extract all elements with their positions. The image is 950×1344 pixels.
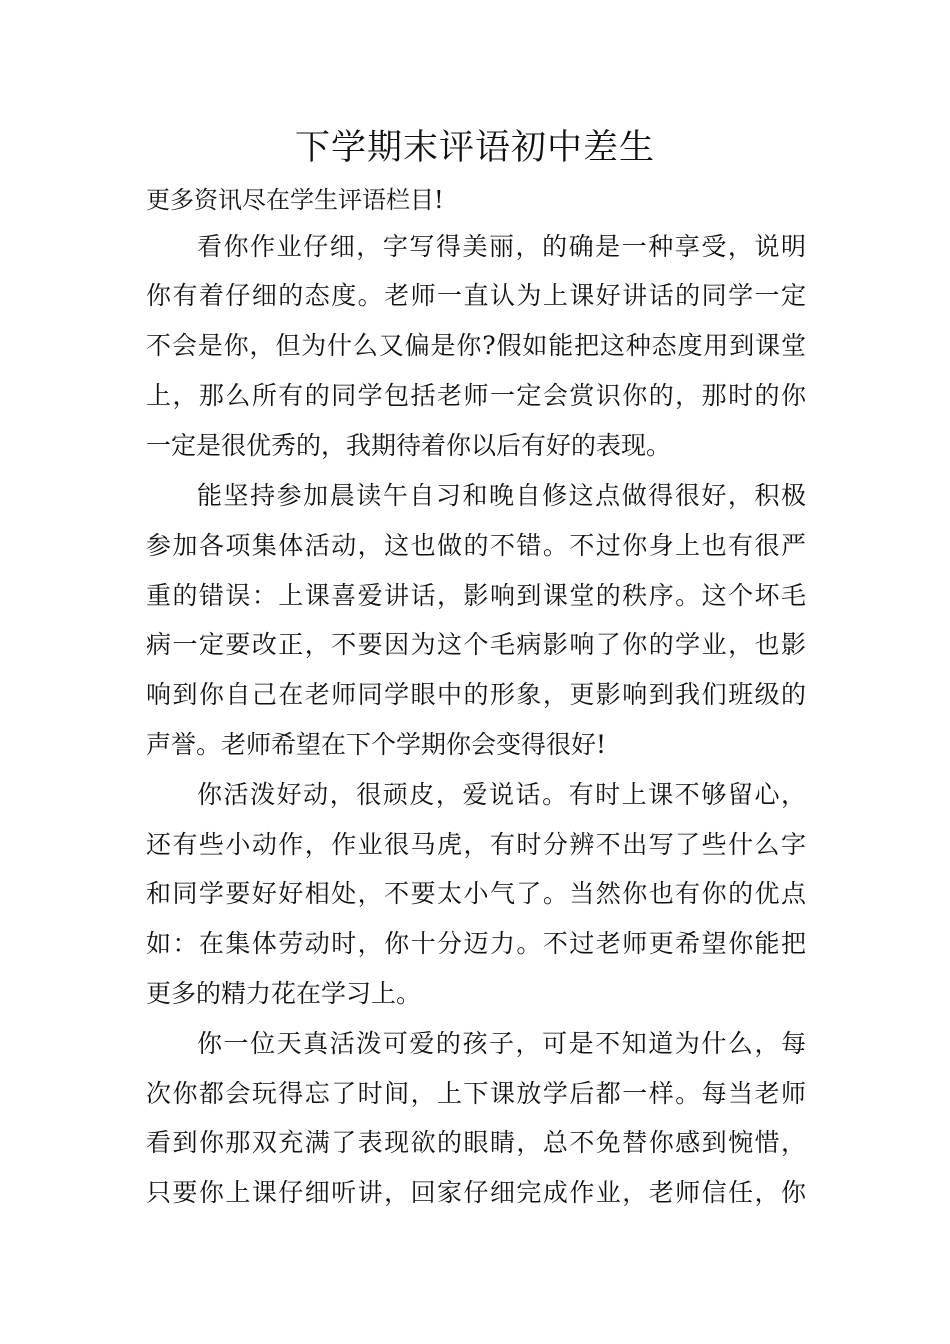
paragraph-line: 响到你自己在老师同学眼中的形象，更影响到我们班级的 (146, 680, 806, 709)
paragraph-line: 重的错误：上课喜爱讲话，影响到课堂的秩序。这个坏毛 (146, 581, 806, 610)
paragraph-line: 更多的精力花在学习上。 (146, 979, 422, 1008)
paragraph-line: 你有着仔细的态度。老师一直认为上课好讲话的同学一定 (146, 281, 806, 310)
paragraph-line: 声誉。老师希望在下个学期你会变得很好! (146, 730, 607, 759)
paragraph-line: 还有些小动作，作业很马虎，有时分辨不出写了些什么字 (146, 830, 806, 859)
document-subtitle: 更多资讯尽在学生评语栏目! (146, 186, 444, 214)
paragraph-line: 看到你那双充满了表现欲的眼睛，总不免替你感到惋惜， (146, 1128, 806, 1157)
paragraph-line: 看你作业仔细，字写得美丽，的确是一种享受，说明 (197, 232, 806, 261)
paragraph-line: 你活泼好动，很顽皮，爱说话。有时上课不够留心， (197, 780, 806, 809)
paragraph-line: 能坚持参加晨读午自习和晚自修这点做得很好，积极 (197, 481, 806, 510)
paragraph-line: 参加各项集体活动，这也做的不错。不过你身上也有很严 (146, 531, 806, 560)
paragraph-line: 不会是你，但为什么又偏是你?假如能把这种态度用到课堂 (146, 331, 806, 360)
paragraph-line: 次你都会玩得忘了时间，上下课放学后都一样。每当老师 (146, 1079, 806, 1108)
paragraph-line: 只要你上课仔细听讲，回家仔细完成作业，老师信任，你 (146, 1178, 806, 1207)
document-title: 下学期末评语初中差生 (294, 128, 655, 168)
paragraph-line: 病一定要改正，不要因为这个毛病影响了你的学业，也影 (146, 630, 806, 659)
paragraph-line: 你一位天真活泼可爱的孩子，可是不知道为什么，每 (197, 1029, 806, 1058)
paragraph-line: 和同学要好好相处，不要太小气了。当然你也有你的优点 (146, 879, 806, 908)
paragraph-line: 上，那么所有的同学包括老师一定会赏识你的，那时的你 (146, 381, 806, 410)
paragraph-line: 如：在集体劳动时，你十分迈力。不过老师更希望你能把 (146, 929, 806, 958)
paragraph-line: 一定是很优秀的，我期待着你以后有好的表现。 (146, 431, 672, 460)
